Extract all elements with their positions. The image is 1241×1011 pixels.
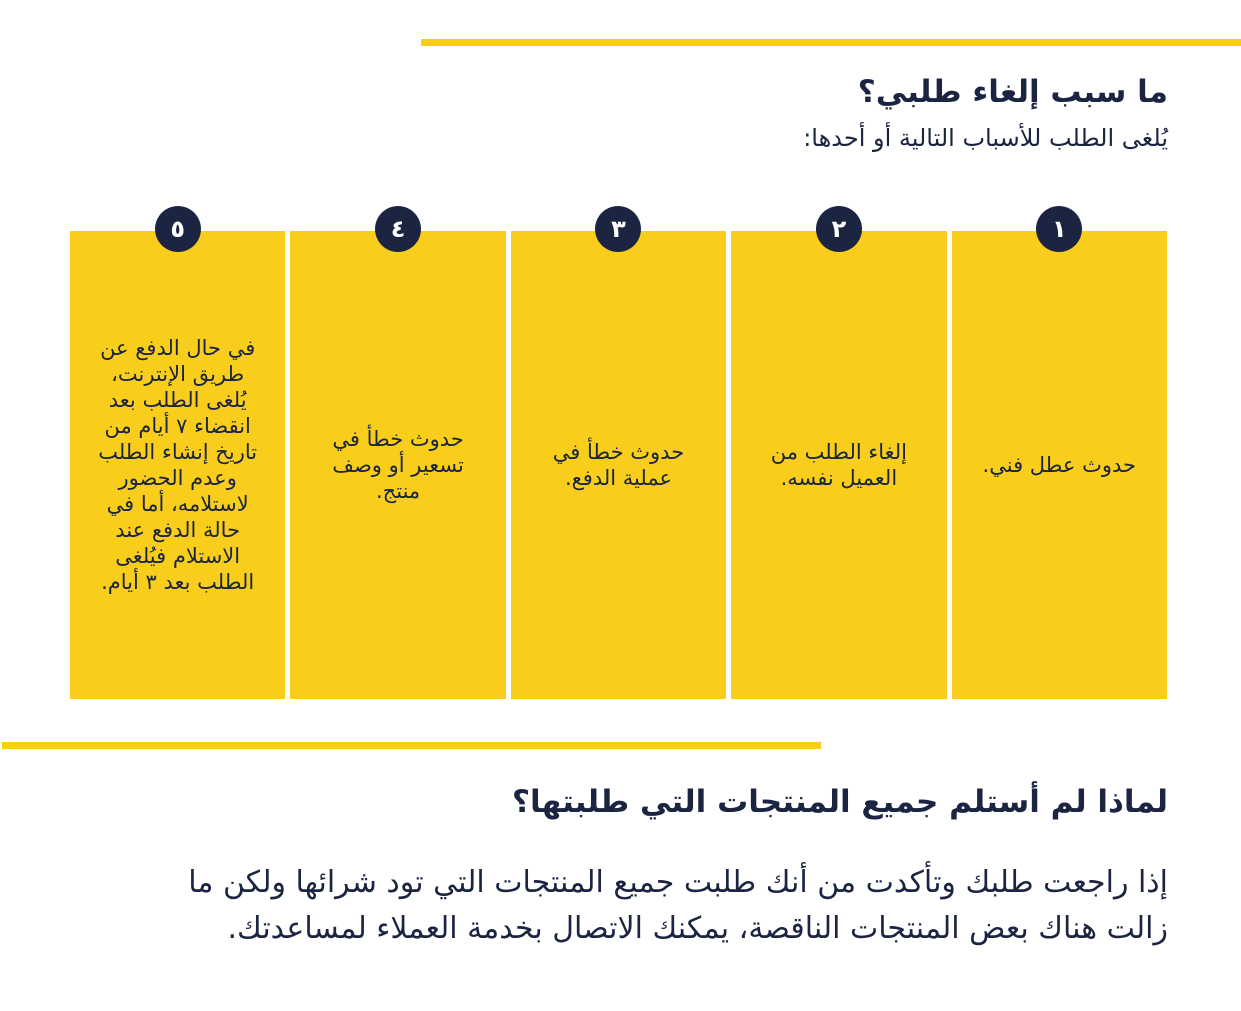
section2-body: إذا راجعت طلبك وتأكدت من أنك طلبت جميع المنتجات التي تود شرائها ولكن ما زالت هناك بعض المنتجات الناقصة، يمكنك الاتصال بخدمة العملاء لمساعدتك. <box>188 865 1168 946</box>
reason-text: إلغاء الطلب من العميل نفسه. <box>770 440 908 490</box>
reason-number-badge: ٤ <box>375 206 421 252</box>
section2-title: لماذا لم أستلم جميع المنتجات التي طلبتها؟ <box>511 784 1168 820</box>
middle-divider <box>2 742 821 749</box>
reason-card-2 <box>731 215 946 699</box>
reason-card-4 <box>290 215 505 699</box>
reason-number-badge: ٣ <box>595 206 641 252</box>
reason-number-badge: ٥ <box>155 206 201 252</box>
reason-text: حدوث خطأ في عملية الدفع. <box>552 440 685 490</box>
reason-card-1 <box>952 215 1167 699</box>
reasons-list <box>70 215 1167 699</box>
reason-text: في حال الدفع عن طريق الإنترنت، يُلغى الطلب بعد انقضاء ٧ أيام من تاريخ إنشاء الطلب وعدم الحضور لاستلامه، أما في حالة الدفع عند الاستلام فيُلغى الطلب بعد ٣ أيام. <box>98 336 258 594</box>
section1-subtitle: يُلغى الطلب للأسباب التالية أو أحدها: <box>803 124 1168 152</box>
reason-number-badge: ١ <box>1036 206 1082 252</box>
section1-title: ما سبب إلغاء طلبي؟ <box>857 74 1168 110</box>
reason-text: حدوث خطأ في تسعير أو وصف منتج. <box>332 427 464 503</box>
reason-number-badge: ٢ <box>816 206 862 252</box>
reason-card-5 <box>70 215 285 699</box>
reason-text: حدوث عطل فني. <box>982 453 1137 477</box>
top-divider <box>421 39 1241 46</box>
reason-card-3 <box>511 215 726 699</box>
